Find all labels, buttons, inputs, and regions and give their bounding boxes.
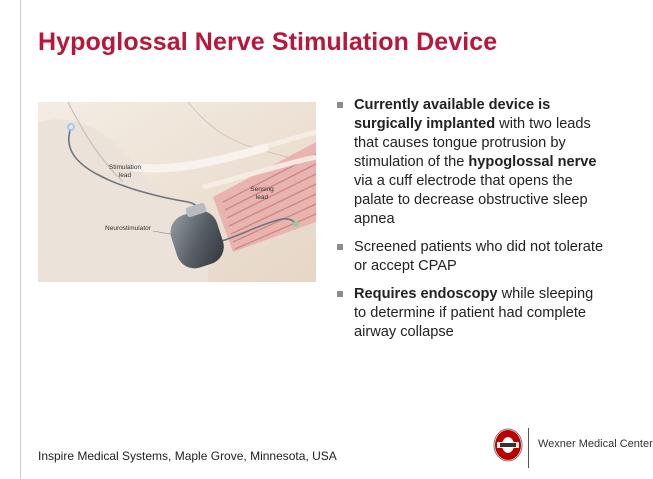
image-credit: Inspire Medical Systems, Maple Grove, Minnesota, USA [38, 449, 337, 463]
bullet-bold-text: Currently available device is surgically implanted [354, 97, 551, 132]
left-border-rule [20, 0, 21, 479]
device-illustration [38, 102, 316, 282]
stimulation-lead-label-line2: lead [118, 171, 132, 179]
wexner-logo-text: Wexner Medical Center [538, 438, 653, 450]
sensing-lead-label-line2: lead [255, 193, 269, 201]
bullet-list [336, 96, 606, 351]
bullet-marker-icon [337, 291, 343, 297]
bullet-text: Screened patients who did not tolerate or accept CPAP [354, 239, 604, 274]
sensing-lead-label-line1: Sensing [250, 186, 274, 193]
bullet-text: while sleeping to determine if patient had complete airway collapse [354, 286, 594, 340]
bullet-marker-icon [337, 244, 343, 250]
bullet-item [336, 96, 606, 229]
bullet-bold-text: Requires endoscopy [354, 286, 498, 302]
bullet-text: via a cuff electrode that opens the palate to decrease obstructive sleep apnea [354, 173, 588, 227]
bullet-marker-icon [337, 102, 343, 108]
stimulation-lead-label [102, 164, 148, 179]
bullet-item [336, 238, 606, 276]
bullet-item [336, 285, 606, 342]
logo-divider [528, 428, 529, 468]
neurostimulator-label: Neurostimulator [105, 225, 151, 232]
ohio-state-logo [493, 428, 523, 462]
sensing-lead-label [244, 186, 280, 201]
stimulation-lead-label-line1: Stimulation [108, 164, 142, 171]
bullet-text: with two leads that causes tongue protrusion by stimulation of the [354, 116, 591, 170]
slide-title: Hypoglossal Nerve Stimulation Device [38, 28, 498, 56]
block-o-icon [493, 428, 523, 462]
bullet-bold-text: hypoglossal nerve [468, 154, 597, 170]
